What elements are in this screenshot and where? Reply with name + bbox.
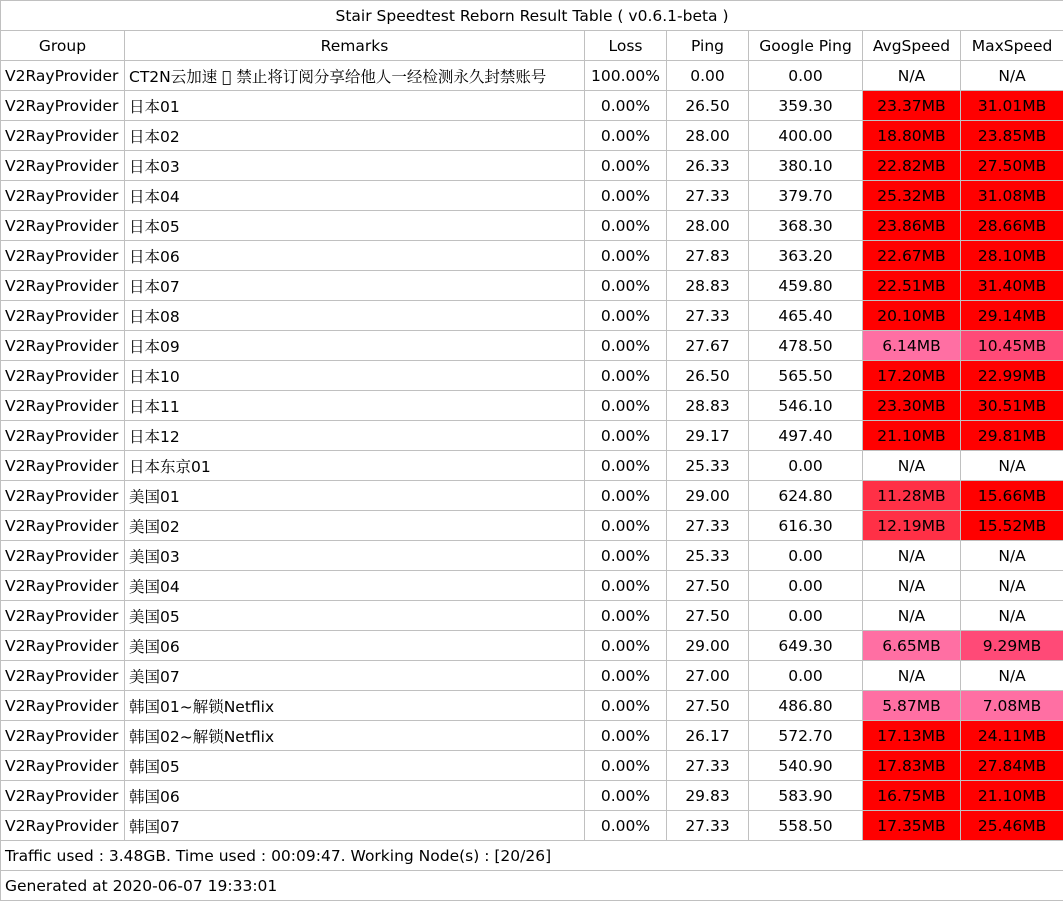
- ping-cell: 28.83: [667, 271, 749, 301]
- google-ping-cell: 572.70: [749, 721, 863, 751]
- maxspeed-cell: 9.29MB: [961, 631, 1063, 661]
- table-row: [1, 451, 1063, 481]
- table-row: [1, 541, 1063, 571]
- group-cell: V2RayProvider: [1, 241, 125, 271]
- maxspeed-cell: N/A: [961, 601, 1063, 631]
- loss-cell: 0.00%: [585, 91, 667, 121]
- maxspeed-cell: 22.99MB: [961, 361, 1063, 391]
- ping-cell: 26.33: [667, 151, 749, 181]
- table-row: [1, 181, 1063, 211]
- maxspeed-cell: 31.40MB: [961, 271, 1063, 301]
- ping-cell: 29.00: [667, 481, 749, 511]
- remarks-cell: 日本02: [125, 121, 585, 151]
- header-maxspeed: MaxSpeed: [961, 31, 1063, 61]
- maxspeed-cell: 10.45MB: [961, 331, 1063, 361]
- google-ping-cell: 558.50: [749, 811, 863, 841]
- maxspeed-cell: 7.08MB: [961, 691, 1063, 721]
- ping-cell: 27.67: [667, 331, 749, 361]
- table-row: [1, 421, 1063, 451]
- ping-cell: 27.50: [667, 691, 749, 721]
- maxspeed-cell: N/A: [961, 571, 1063, 601]
- maxspeed-cell: 29.14MB: [961, 301, 1063, 331]
- group-cell: V2RayProvider: [1, 271, 125, 301]
- avgspeed-cell: 23.37MB: [863, 91, 961, 121]
- google-ping-cell: 465.40: [749, 301, 863, 331]
- remarks-cell: 韩国05: [125, 751, 585, 781]
- ping-cell: 27.33: [667, 811, 749, 841]
- remarks-cell: 日本03: [125, 151, 585, 181]
- avgspeed-cell: 17.83MB: [863, 751, 961, 781]
- remarks-cell: 韩国06: [125, 781, 585, 811]
- table-row: [1, 691, 1063, 721]
- google-ping-cell: 624.80: [749, 481, 863, 511]
- group-cell: V2RayProvider: [1, 691, 125, 721]
- maxspeed-cell: 28.66MB: [961, 211, 1063, 241]
- group-cell: V2RayProvider: [1, 541, 125, 571]
- header-remarks: Remarks: [125, 31, 585, 61]
- remarks-cell: 日本08: [125, 301, 585, 331]
- loss-cell: 0.00%: [585, 211, 667, 241]
- table-row: [1, 751, 1063, 781]
- google-ping-cell: 380.10: [749, 151, 863, 181]
- maxspeed-cell: 30.51MB: [961, 391, 1063, 421]
- header-ping: Ping: [667, 31, 749, 61]
- group-cell: V2RayProvider: [1, 361, 125, 391]
- maxspeed-cell: 23.85MB: [961, 121, 1063, 151]
- ping-cell: 29.83: [667, 781, 749, 811]
- ping-cell: 27.33: [667, 301, 749, 331]
- ping-cell: 27.50: [667, 571, 749, 601]
- remarks-cell: 日本09: [125, 331, 585, 361]
- table-row: [1, 781, 1063, 811]
- group-cell: V2RayProvider: [1, 121, 125, 151]
- header-group: Group: [1, 31, 125, 61]
- table-row: [1, 301, 1063, 331]
- table-row: [1, 811, 1063, 841]
- google-ping-cell: 359.30: [749, 91, 863, 121]
- remarks-cell: 美国03: [125, 541, 585, 571]
- google-ping-cell: 459.80: [749, 271, 863, 301]
- avgspeed-cell: N/A: [863, 661, 961, 691]
- remarks-cell: 韩国07: [125, 811, 585, 841]
- avgspeed-cell: N/A: [863, 601, 961, 631]
- group-cell: V2RayProvider: [1, 571, 125, 601]
- avgspeed-cell: 25.32MB: [863, 181, 961, 211]
- generated-timestamp: Generated at 2020-06-07 19:33:01: [1, 871, 1063, 901]
- group-cell: V2RayProvider: [1, 451, 125, 481]
- header-row: [1, 31, 1063, 61]
- maxspeed-cell: 27.50MB: [961, 151, 1063, 181]
- group-cell: V2RayProvider: [1, 421, 125, 451]
- remarks-cell: 日本07: [125, 271, 585, 301]
- remarks-cell: 日本东京01: [125, 451, 585, 481]
- remarks-cell: 日本10: [125, 361, 585, 391]
- loss-cell: 0.00%: [585, 541, 667, 571]
- group-cell: V2RayProvider: [1, 391, 125, 421]
- google-ping-cell: 368.30: [749, 211, 863, 241]
- google-ping-cell: 546.10: [749, 391, 863, 421]
- remarks-cell: 美国05: [125, 601, 585, 631]
- table-row: [1, 481, 1063, 511]
- remarks-cell: 日本05: [125, 211, 585, 241]
- table-row: [1, 211, 1063, 241]
- google-ping-cell: 565.50: [749, 361, 863, 391]
- ping-cell: 29.17: [667, 421, 749, 451]
- google-ping-cell: 379.70: [749, 181, 863, 211]
- table-title: Stair Speedtest Reborn Result Table ( v0.6.1-beta ): [1, 1, 1063, 31]
- google-ping-cell: 363.20: [749, 241, 863, 271]
- ping-cell: 27.33: [667, 751, 749, 781]
- maxspeed-cell: 21.10MB: [961, 781, 1063, 811]
- loss-cell: 0.00%: [585, 391, 667, 421]
- traffic-summary: Traffic used : 3.48GB. Time used : 00:09:47. Working Node(s) : [20/26]: [1, 841, 1063, 871]
- group-cell: V2RayProvider: [1, 151, 125, 181]
- avgspeed-cell: 17.20MB: [863, 361, 961, 391]
- loss-cell: 0.00%: [585, 361, 667, 391]
- avgspeed-cell: 22.67MB: [863, 241, 961, 271]
- group-cell: V2RayProvider: [1, 331, 125, 361]
- maxspeed-cell: N/A: [961, 541, 1063, 571]
- maxspeed-cell: 25.46MB: [961, 811, 1063, 841]
- maxspeed-cell: 15.52MB: [961, 511, 1063, 541]
- ping-cell: 29.00: [667, 631, 749, 661]
- table-row: [1, 661, 1063, 691]
- table-row: [1, 721, 1063, 751]
- group-cell: V2RayProvider: [1, 511, 125, 541]
- header-google-ping: Google Ping: [749, 31, 863, 61]
- loss-cell: 0.00%: [585, 691, 667, 721]
- group-cell: V2RayProvider: [1, 91, 125, 121]
- ping-cell: 28.83: [667, 391, 749, 421]
- remarks-cell: 日本12: [125, 421, 585, 451]
- group-cell: V2RayProvider: [1, 61, 125, 91]
- remarks-cell: 日本11: [125, 391, 585, 421]
- google-ping-cell: 0.00: [749, 601, 863, 631]
- avgspeed-cell: N/A: [863, 571, 961, 601]
- group-cell: V2RayProvider: [1, 751, 125, 781]
- table-body: [1, 61, 1063, 841]
- maxspeed-cell: N/A: [961, 451, 1063, 481]
- table-row: [1, 601, 1063, 631]
- loss-cell: 0.00%: [585, 301, 667, 331]
- remarks-cell: 美国07: [125, 661, 585, 691]
- remarks-cell: CT2N云加速   禁止将订阅分享给他人一经检测永久封禁账号: [125, 61, 585, 91]
- ping-cell: 25.33: [667, 541, 749, 571]
- loss-cell: 0.00%: [585, 451, 667, 481]
- maxspeed-cell: 28.10MB: [961, 241, 1063, 271]
- maxspeed-cell: 29.81MB: [961, 421, 1063, 451]
- loss-cell: 0.00%: [585, 661, 667, 691]
- avgspeed-cell: 12.19MB: [863, 511, 961, 541]
- loss-cell: 0.00%: [585, 781, 667, 811]
- avgspeed-cell: 22.82MB: [863, 151, 961, 181]
- loss-cell: 0.00%: [585, 241, 667, 271]
- remarks-cell: 日本04: [125, 181, 585, 211]
- table-row: [1, 571, 1063, 601]
- table-row: [1, 61, 1063, 91]
- loss-cell: 0.00%: [585, 601, 667, 631]
- google-ping-cell: 0.00: [749, 541, 863, 571]
- group-cell: V2RayProvider: [1, 781, 125, 811]
- ping-cell: 0.00: [667, 61, 749, 91]
- ping-cell: 27.33: [667, 511, 749, 541]
- google-ping-cell: 540.90: [749, 751, 863, 781]
- maxspeed-cell: N/A: [961, 61, 1063, 91]
- loss-cell: 0.00%: [585, 481, 667, 511]
- remarks-cell: 美国04: [125, 571, 585, 601]
- loss-cell: 0.00%: [585, 811, 667, 841]
- table-row: [1, 151, 1063, 181]
- group-cell: V2RayProvider: [1, 601, 125, 631]
- maxspeed-cell: 31.01MB: [961, 91, 1063, 121]
- loss-cell: 0.00%: [585, 121, 667, 151]
- remarks-cell: 美国01: [125, 481, 585, 511]
- avgspeed-cell: 16.75MB: [863, 781, 961, 811]
- loss-cell: 100.00%: [585, 61, 667, 91]
- maxspeed-cell: N/A: [961, 661, 1063, 691]
- avgspeed-cell: N/A: [863, 61, 961, 91]
- remarks-cell: 日本01: [125, 91, 585, 121]
- google-ping-cell: 400.00: [749, 121, 863, 151]
- table-row: [1, 361, 1063, 391]
- loss-cell: 0.00%: [585, 631, 667, 661]
- table-row: [1, 121, 1063, 151]
- avgspeed-cell: 6.65MB: [863, 631, 961, 661]
- google-ping-cell: 0.00: [749, 451, 863, 481]
- table-row: [1, 241, 1063, 271]
- loss-cell: 0.00%: [585, 571, 667, 601]
- ping-cell: 28.00: [667, 121, 749, 151]
- avgspeed-cell: 17.35MB: [863, 811, 961, 841]
- ping-cell: 26.50: [667, 91, 749, 121]
- group-cell: V2RayProvider: [1, 811, 125, 841]
- google-ping-cell: 478.50: [749, 331, 863, 361]
- table-row: [1, 511, 1063, 541]
- loss-cell: 0.00%: [585, 511, 667, 541]
- loss-cell: 0.00%: [585, 181, 667, 211]
- ping-cell: 28.00: [667, 211, 749, 241]
- group-cell: V2RayProvider: [1, 181, 125, 211]
- table-row: [1, 331, 1063, 361]
- avgspeed-cell: 23.86MB: [863, 211, 961, 241]
- maxspeed-cell: 24.11MB: [961, 721, 1063, 751]
- header-loss: Loss: [585, 31, 667, 61]
- google-ping-cell: 583.90: [749, 781, 863, 811]
- maxspeed-cell: 15.66MB: [961, 481, 1063, 511]
- avgspeed-cell: 20.10MB: [863, 301, 961, 331]
- ping-cell: 27.00: [667, 661, 749, 691]
- google-ping-cell: 0.00: [749, 661, 863, 691]
- google-ping-cell: 497.40: [749, 421, 863, 451]
- loss-cell: 0.00%: [585, 721, 667, 751]
- loss-cell: 0.00%: [585, 421, 667, 451]
- maxspeed-cell: 27.84MB: [961, 751, 1063, 781]
- loss-cell: 0.00%: [585, 151, 667, 181]
- header-avgspeed: AvgSpeed: [863, 31, 961, 61]
- google-ping-cell: 486.80: [749, 691, 863, 721]
- group-cell: V2RayProvider: [1, 211, 125, 241]
- remarks-cell: 韩国01~解锁Netflix: [125, 691, 585, 721]
- remarks-cell: 日本06: [125, 241, 585, 271]
- table-row: [1, 271, 1063, 301]
- group-cell: V2RayProvider: [1, 631, 125, 661]
- remarks-cell: 美国06: [125, 631, 585, 661]
- ping-cell: 27.33: [667, 181, 749, 211]
- avgspeed-cell: 23.30MB: [863, 391, 961, 421]
- avgspeed-cell: N/A: [863, 451, 961, 481]
- ping-cell: 27.83: [667, 241, 749, 271]
- ping-cell: 26.17: [667, 721, 749, 751]
- avgspeed-cell: 21.10MB: [863, 421, 961, 451]
- loss-cell: 0.00%: [585, 331, 667, 361]
- avgspeed-cell: 18.80MB: [863, 121, 961, 151]
- group-cell: V2RayProvider: [1, 721, 125, 751]
- google-ping-cell: 0.00: [749, 571, 863, 601]
- google-ping-cell: 616.30: [749, 511, 863, 541]
- table-row: [1, 631, 1063, 661]
- group-cell: V2RayProvider: [1, 301, 125, 331]
- google-ping-cell: 0.00: [749, 61, 863, 91]
- avgspeed-cell: 11.28MB: [863, 481, 961, 511]
- avgspeed-cell: 22.51MB: [863, 271, 961, 301]
- avgspeed-cell: 5.87MB: [863, 691, 961, 721]
- group-cell: V2RayProvider: [1, 481, 125, 511]
- table-row: [1, 391, 1063, 421]
- group-cell: V2RayProvider: [1, 661, 125, 691]
- maxspeed-cell: 31.08MB: [961, 181, 1063, 211]
- loss-cell: 0.00%: [585, 271, 667, 301]
- table-row: [1, 91, 1063, 121]
- ping-cell: 26.50: [667, 361, 749, 391]
- avgspeed-cell: 17.13MB: [863, 721, 961, 751]
- remarks-cell: 美国02: [125, 511, 585, 541]
- remarks-cell: 韩国02~解锁Netflix: [125, 721, 585, 751]
- ping-cell: 27.50: [667, 601, 749, 631]
- avgspeed-cell: N/A: [863, 541, 961, 571]
- avgspeed-cell: 6.14MB: [863, 331, 961, 361]
- ping-cell: 25.33: [667, 451, 749, 481]
- loss-cell: 0.00%: [585, 751, 667, 781]
- google-ping-cell: 649.30: [749, 631, 863, 661]
